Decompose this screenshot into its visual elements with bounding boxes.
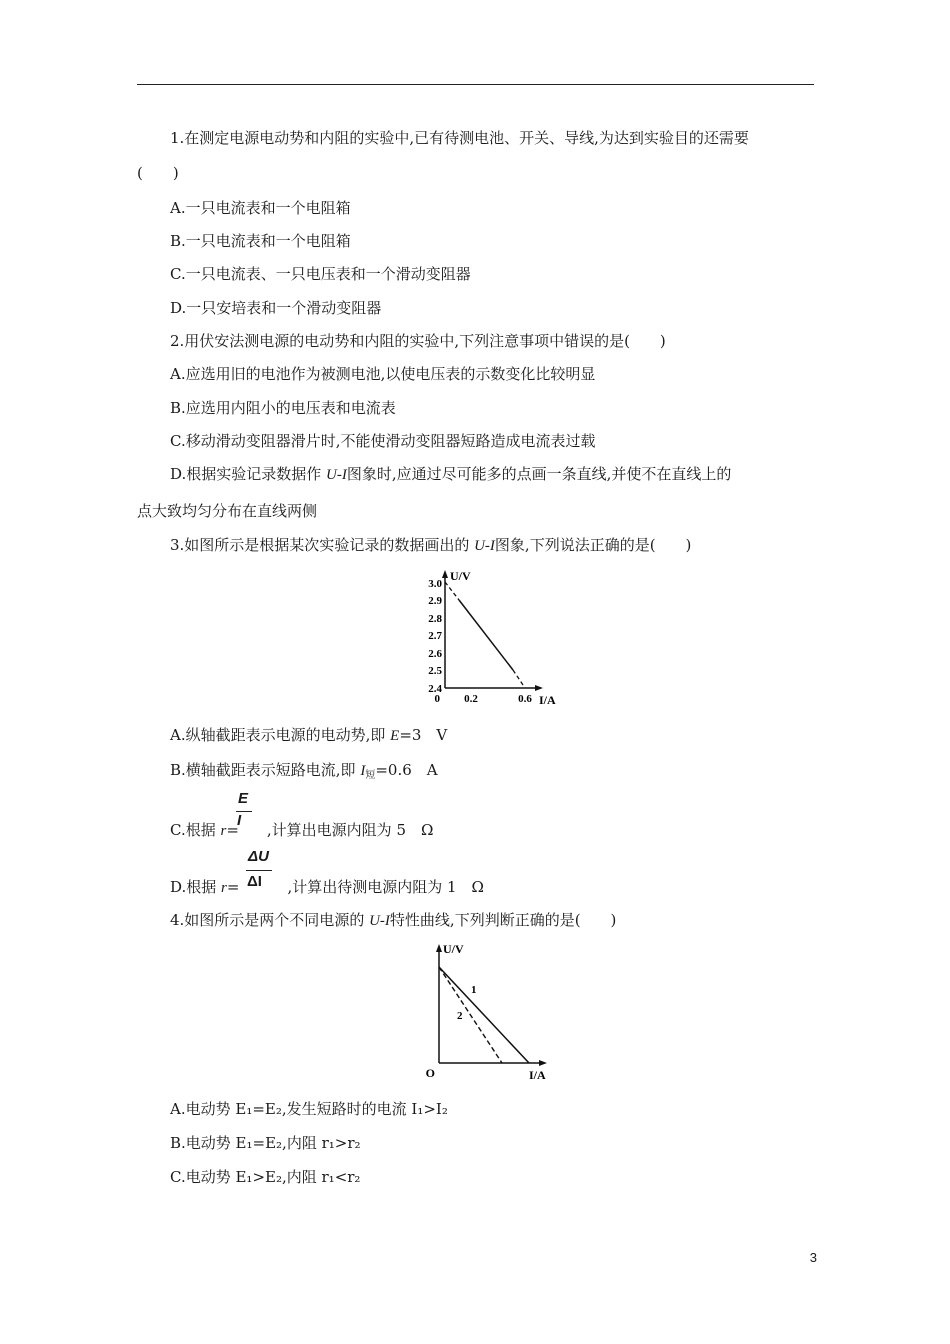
q3-d-fraction-numerator: ΔU <box>248 848 269 865</box>
q1-option-d: D.一只安培表和一个滑动变阻器 <box>170 299 382 317</box>
header-rule <box>137 84 814 85</box>
q2-option-d-cont: 点大致均匀分布在直线两侧 <box>137 502 318 520</box>
q4-line-2-label: 2 <box>457 1010 463 1022</box>
q2-option-a: A.应选用旧的电池作为被测电池,以使电压表的示数变化比较明显 <box>170 365 596 383</box>
page-number: 3 <box>809 1250 817 1265</box>
q4-option-c: C.电动势 E₁>E₂,内阻 r₁<r₂ <box>170 1168 361 1186</box>
q3-x-tick-0.2: 0.2 <box>464 693 478 705</box>
q4-option-a: A.电动势 E₁=E₂,发生短路时的电流 I₁>I₂ <box>170 1100 448 1118</box>
q3-c-fraction-denominator: I <box>237 812 242 829</box>
q4-x-arrow <box>539 1060 547 1066</box>
q4-stem: 4.如图所示是两个不同电源的 U-I特性曲线,下列判断正确的是( ) <box>170 911 617 929</box>
q1-option-a: A.一只电流表和一个电阻箱 <box>170 199 351 217</box>
q3-y-tick-2.5: 2.5 <box>428 665 442 677</box>
q2-stem: 2.用伏安法测电源的电动势和内阻的实验中,下列注意事项中错误的是( ) <box>170 332 666 350</box>
q3-y-tick-2.6: 2.6 <box>428 648 442 660</box>
q4-origin-label: O <box>425 1066 435 1080</box>
q4-option-b: B.电动势 E₁=E₂,内阻 r₁>r₂ <box>170 1134 361 1152</box>
q3-x-tick-0.6: 0.6 <box>518 693 532 705</box>
q2-option-c: C.移动滑动变阻器滑片时,不能使滑动变阻器短路造成电流表过载 <box>170 432 596 450</box>
q1-option-b: B.一只电流表和一个电阻箱 <box>170 232 351 250</box>
q4-y-arrow <box>436 944 442 952</box>
q3-line-solid <box>459 600 513 670</box>
q3-option-c: C.根据 r= ,计算出电源内阻为 5 Ω <box>170 821 434 839</box>
q4-line-1-label: 1 <box>471 984 477 996</box>
q3-c-fraction-numerator: E <box>238 790 249 807</box>
q4-line-2 <box>439 967 502 1063</box>
q2-option-d: D.根据实验记录数据作 U-I图象时,应通过尽可能多的点画一条直线,并使不在直线上的 <box>170 465 732 483</box>
q3-d-fraction-denominator: ΔI <box>247 873 262 890</box>
q3-ui-graph <box>415 562 575 710</box>
q3-y-tick-2.8: 2.8 <box>428 613 442 625</box>
q3-option-b: B.横轴截距表示短路电流,即 $I_短=0.6$ A <box>170 761 438 781</box>
q4-line-1 <box>439 967 529 1063</box>
q3-d-fraction-bar <box>246 870 272 871</box>
q3-y-axis-label: U/V <box>450 569 471 583</box>
q3-line-dashed-top <box>445 582 459 600</box>
q3-y-arrow <box>442 570 448 578</box>
q1-option-c: C.一只电流表、一只电压表和一个滑动变阻器 <box>170 265 471 283</box>
q4-ui-graph <box>425 935 555 1083</box>
q4-x-axis-label: I/A <box>529 1068 546 1082</box>
q2-option-b: B.应选用内阻小的电压表和电流表 <box>170 399 396 417</box>
q3-origin-label: 0 <box>434 693 440 705</box>
q3-option-d: D.根据 r= ,计算出待测电源内阻为 1 Ω <box>170 878 484 896</box>
q1-stem-paren: ( ) <box>137 164 179 182</box>
q3-y-tick-2.9: 2.9 <box>428 595 442 607</box>
q3-x-arrow <box>535 685 543 691</box>
q3-y-tick-3.0: 3.0 <box>428 578 442 590</box>
q3-x-axis-label: I/A <box>539 693 556 707</box>
q3-option-a: A.纵轴截距表示电源的电动势,即 E=3 V <box>170 726 448 744</box>
q3-stem: 3.如图所示是根据某次实验记录的数据画出的 U-I图象,下列说法正确的是( ) <box>170 536 692 554</box>
q3-line-dashed-bottom <box>513 670 525 688</box>
q3-y-tick-2.4: 2.4 <box>428 683 442 695</box>
q3-y-tick-2.7: 2.7 <box>428 630 442 642</box>
q1-stem: 1.在测定电源电动势和内阻的实验中,已有待测电池、开关、导线,为达到实验目的还需要 <box>170 129 749 147</box>
q4-y-axis-label: U/V <box>443 942 464 956</box>
